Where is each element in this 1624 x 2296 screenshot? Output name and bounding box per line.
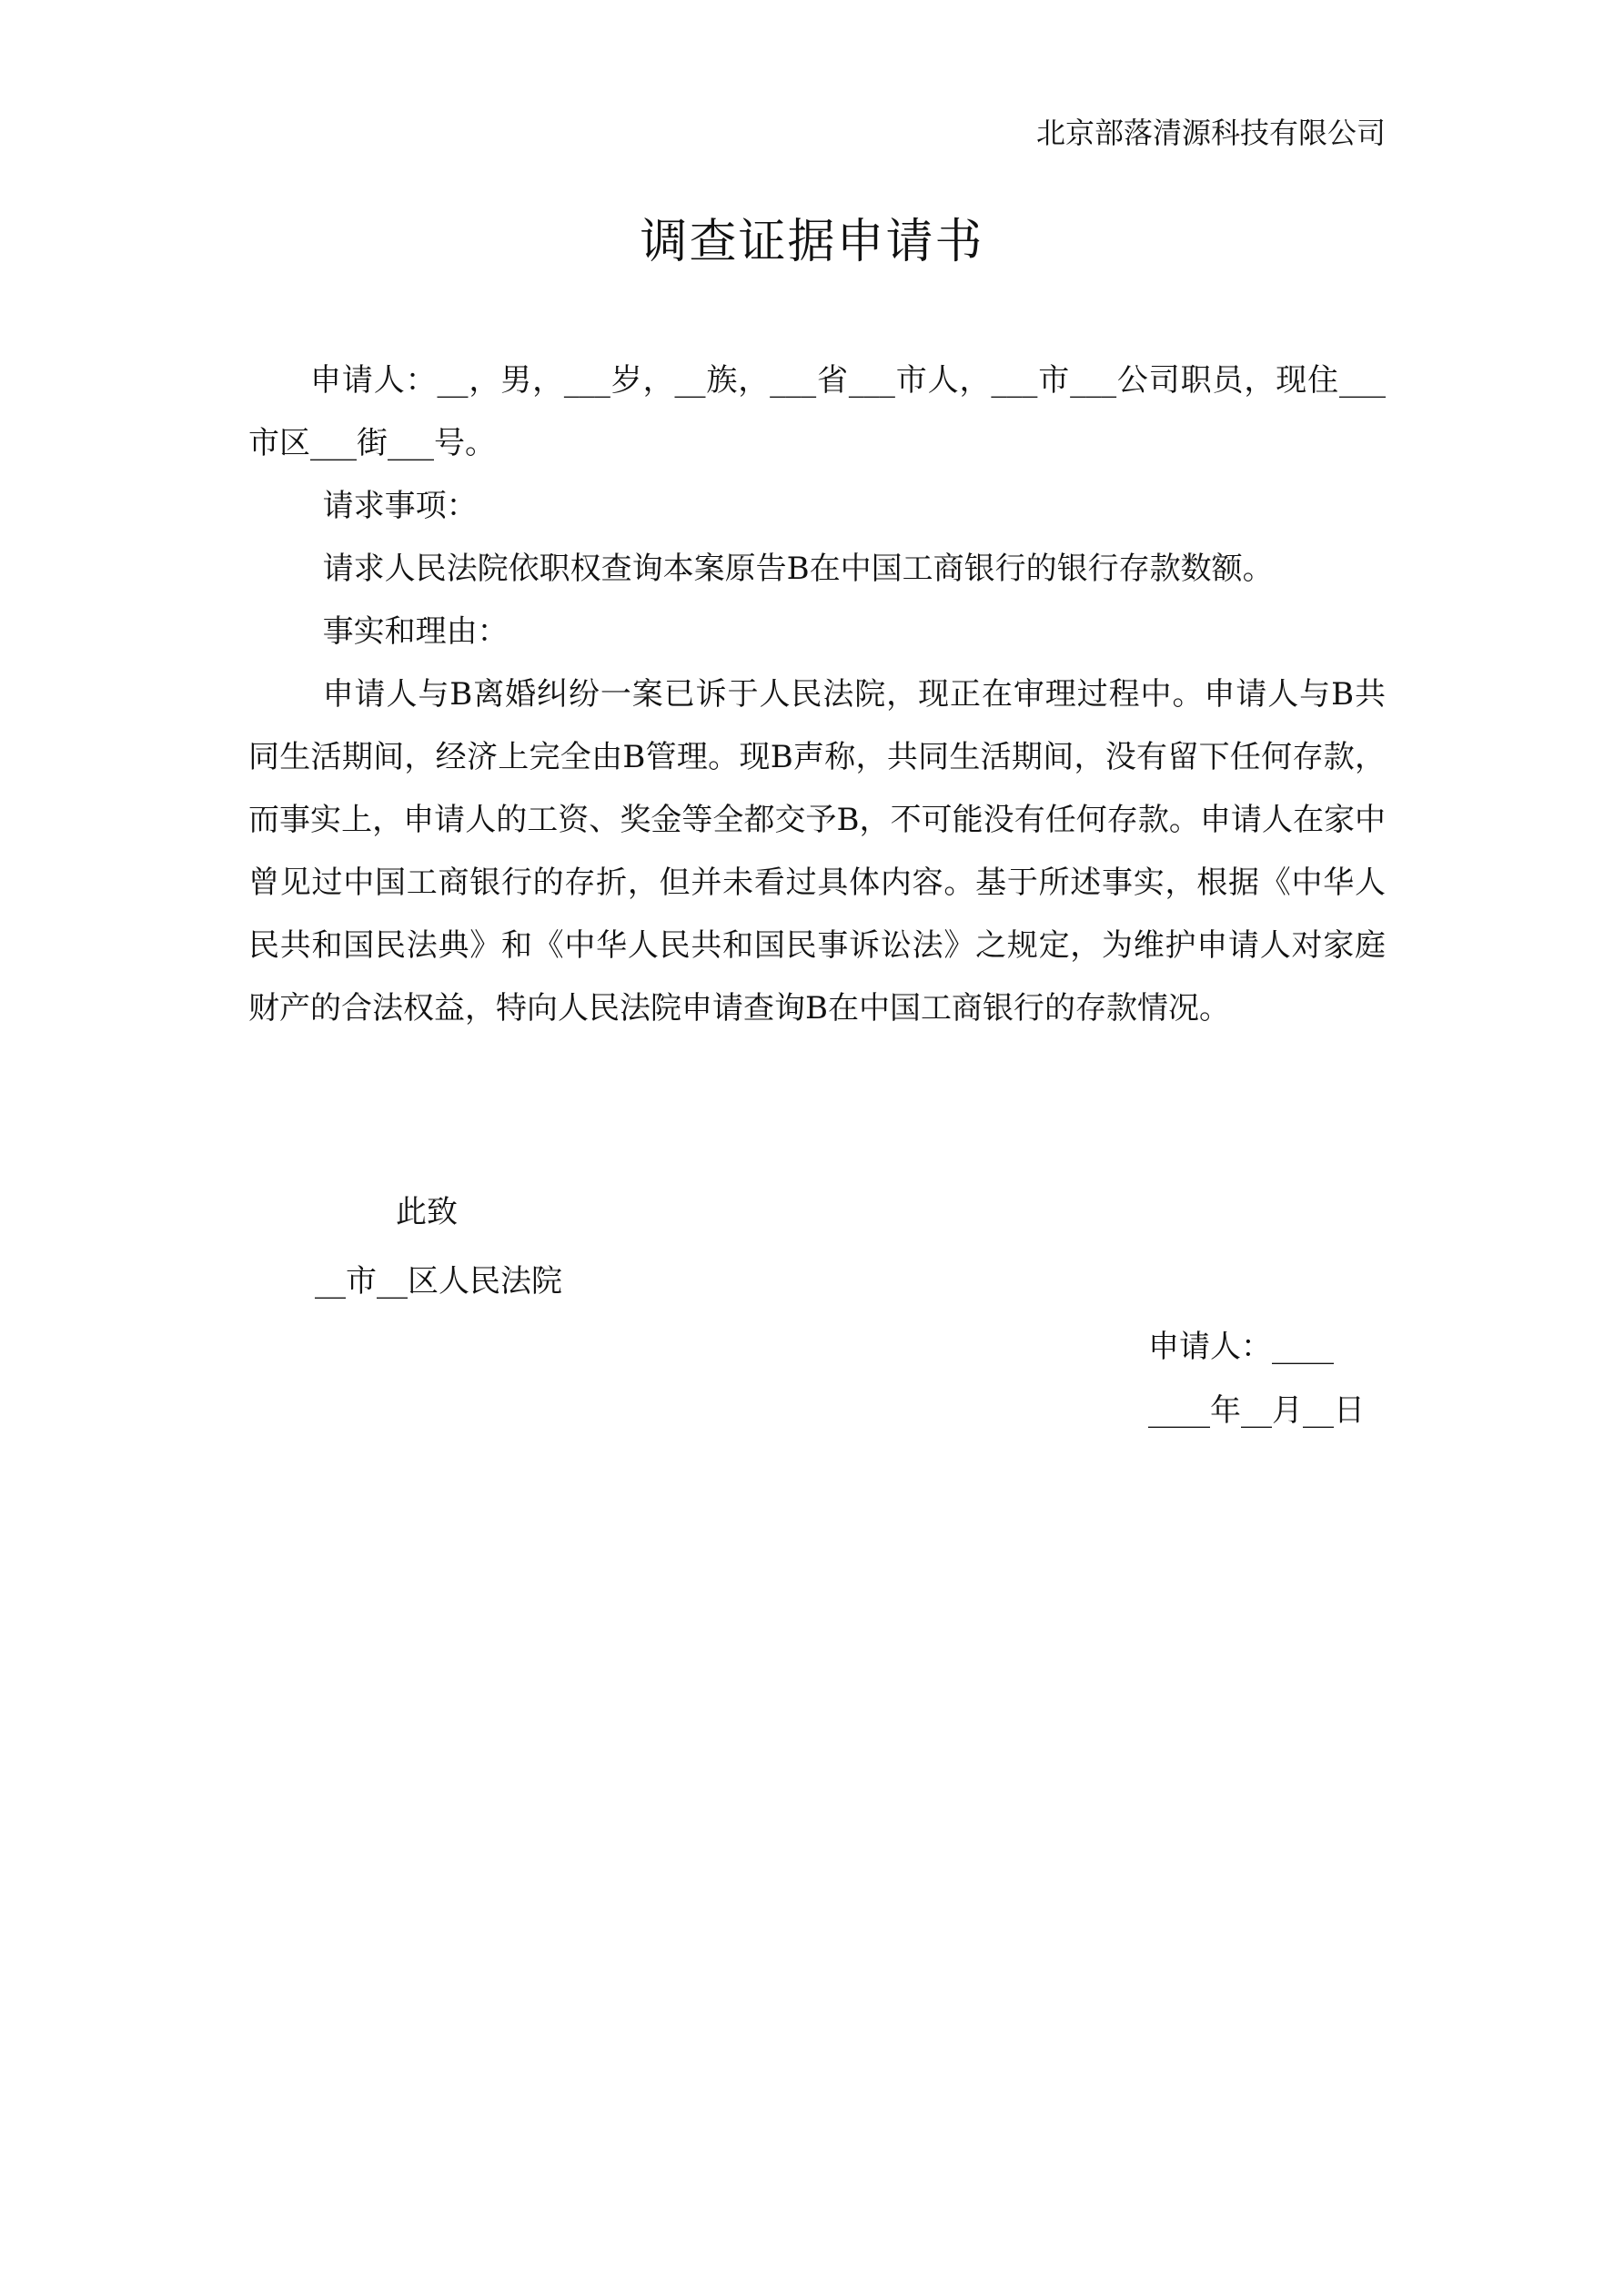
document-body	[248, 349, 1386, 1040]
facts-text: 申请人与B离婚纠纷一案已诉于人民法院，现正在审理过程中。申请人与B共同生活期间，经济上完全由B管理。现B声称，共同生活期间，没有留下任何存款，而事实上，申请人的工资、奖金等全都交予B，不可能没有任何存款。申请人在家中曾见过中国工商银行的存折，但并未看过具体内容。基于所述事实，根据《中华人民共和国民法典》和《中华人民共和国民事诉讼法》之规定，为维护申请人对家庭财产的合法权益，特向人民法院申请查询B在中国工商银行的存款情况。	[248, 676, 1386, 1027]
facts-heading: 事实和理由：	[322, 613, 509, 650]
court-name: __市__区人民法院	[315, 1263, 562, 1300]
applicant-signature: 申请人：____	[1148, 1329, 1334, 1365]
date-line: ____年__月__日	[1148, 1392, 1365, 1429]
company-name: 北京部落清源科技有限公司	[1035, 116, 1386, 150]
document-title: 调查证据申请书	[640, 215, 984, 269]
request-text: 请求人民法院依职权查询本案原告B在中国工商银行的银行存款数额。	[322, 551, 1274, 587]
salutation: 此致	[396, 1194, 458, 1230]
request-heading: 请求事项：	[322, 488, 478, 524]
applicant-info: 申请人：__，男，___岁，__族，___省___市人，___市___公司职员，现住___市区___街___号。	[248, 362, 1386, 461]
